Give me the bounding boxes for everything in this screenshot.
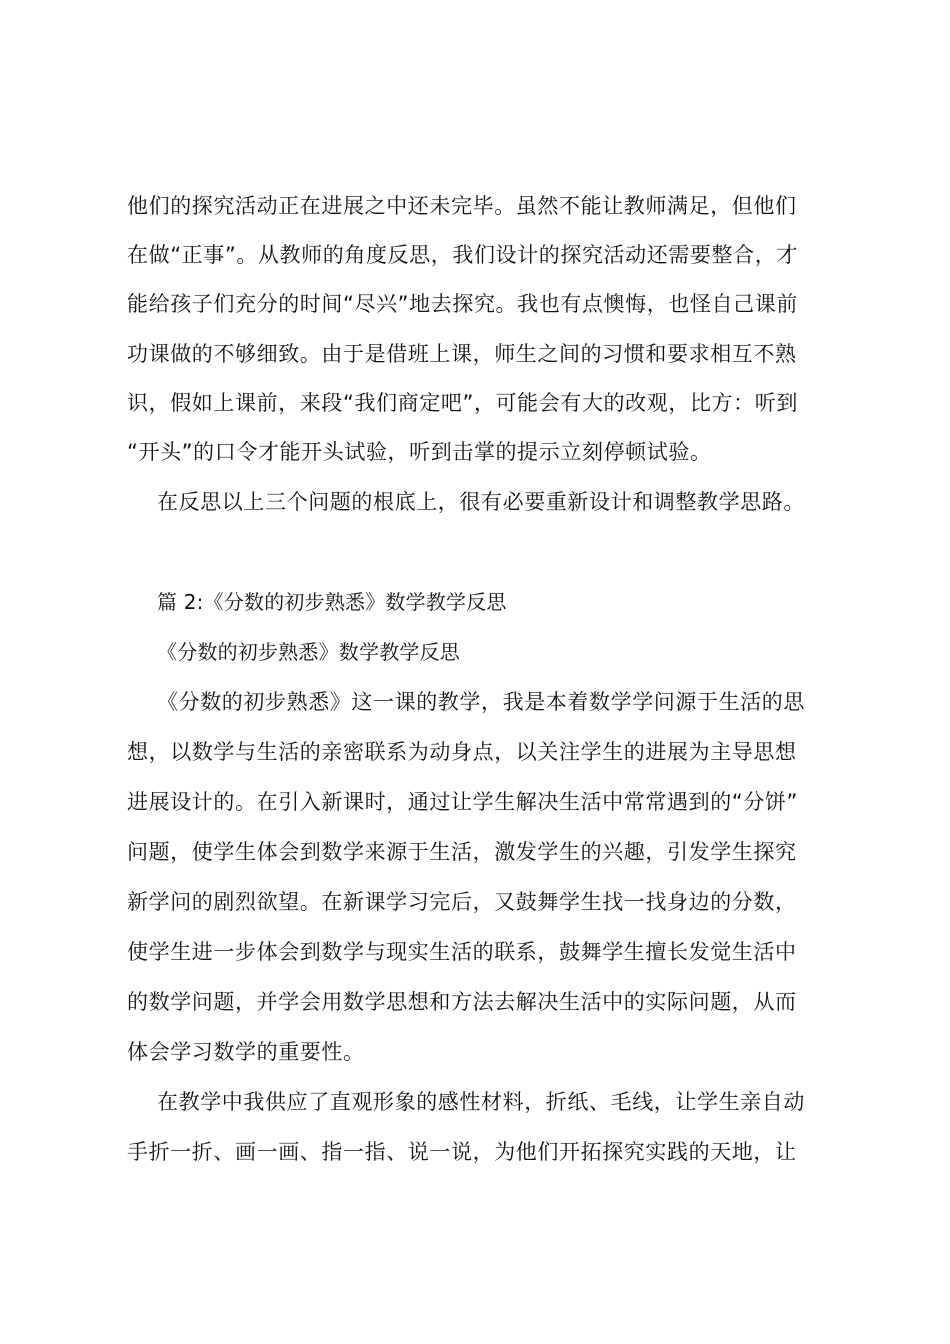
paragraph-line: 《分数的初步熟悉》这一课的教学，我是本着数学学问源于生活的思: [157, 690, 805, 714]
paragraph-line: 问题，使学生体会到数学来源于生活，激发学生的兴趣，引发学生探究: [127, 840, 797, 864]
paragraph-line: 在教学中我供应了直观形象的感性材料，折纸、毛线，让学生亲自动: [157, 1090, 805, 1114]
paragraph-line: 新学问的剧烈欲望。在新课学习完后，又鼓舞学生找一找身边的分数，: [127, 890, 797, 914]
paragraph-line: “开头”的口令才能开头试验，听到击掌的提示立刻停顿试验。: [127, 440, 712, 464]
paragraph-line: 手折一折、画一画、指一指、说一说，为他们开拓探究实践的天地，让: [127, 1140, 797, 1164]
paragraph-line: 进展设计的。在引入新课时，通过让学生解决生活中常常遇到的“分饼”: [127, 790, 798, 814]
article-title: 《分数的初步熟悉》数学教学反思: [157, 640, 460, 664]
section-heading: 篇 2:《分数的初步熟悉》数学教学反思: [157, 590, 507, 614]
paragraph-line: 他们的探究活动正在进展之中还未完毕。虽然不能让教师满足，但他们: [127, 194, 797, 218]
paragraph-line: 的数学问题，并学会用数学思想和方法去解决生活中的实际问题，从而: [127, 990, 797, 1014]
paragraph-line: 使学生进一步体会到数学与现实生活的联系，鼓舞学生擅长发觉生活中: [127, 940, 797, 964]
paragraph-line: 体会学习数学的重要性。: [127, 1040, 365, 1064]
paragraph-line: 识，假如上课前，来段“我们商定吧”，可能会有大的改观，比方：听到: [127, 391, 798, 415]
closing-paragraph: 在反思以上三个问题的根底上，很有必要重新设计和调整教学思路。: [157, 490, 805, 514]
paragraph-line: 在做“正事”。从教师的角度反思，我们设计的探究活动还需要整合，才: [127, 243, 798, 267]
paragraph-line: 想，以数学与生活的亲密联系为动身点，以关注学生的进展为主导思想: [127, 740, 797, 764]
paragraph-line: 能给孩子们充分的时间“尽兴”地去探究。我也有点懊悔，也怪自己课前: [127, 292, 798, 316]
paragraph-line: 功课做的不够细致。由于是借班上课，师生之间的习惯和要求相互不熟: [127, 342, 797, 366]
